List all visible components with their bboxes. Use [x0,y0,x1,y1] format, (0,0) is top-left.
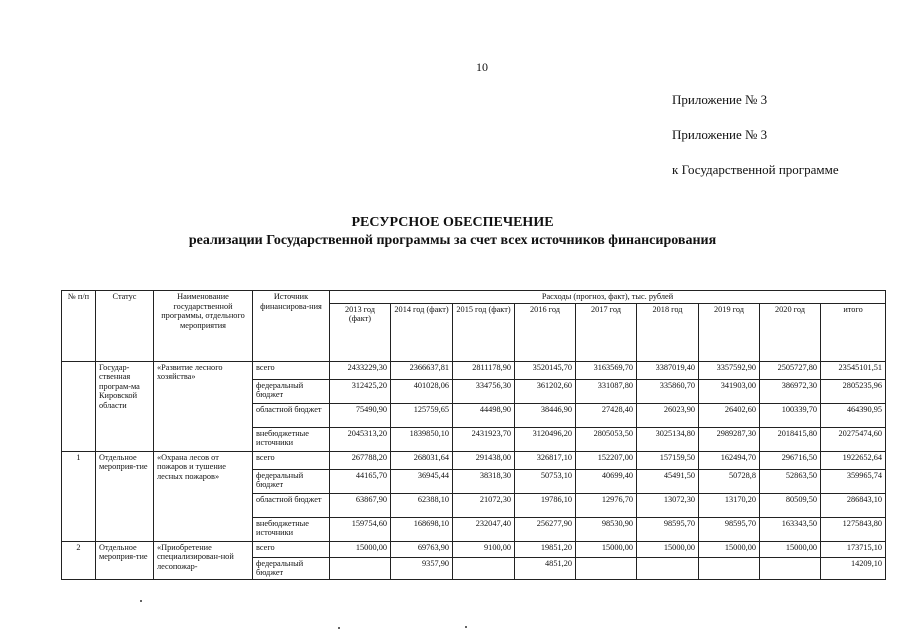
total-cell: 1275843,80 [821,517,886,541]
value-cell: 1839850,10 [391,427,453,451]
header-year: 2017 год [576,303,637,361]
value-cell: 15000,00 [576,541,637,557]
row-number [62,361,96,451]
value-cell: 21072,30 [453,493,515,517]
value-cell: 50753,10 [515,469,576,493]
header-year: 2014 год (факт) [391,303,453,361]
value-cell: 296716,50 [760,451,821,469]
scan-speck [338,627,340,629]
value-cell: 3163569,70 [576,361,637,379]
appendix-line-3: к Государственной программе [672,162,839,177]
total-cell: 20275474,60 [821,427,886,451]
value-cell: 168698,10 [391,517,453,541]
value-cell: 15000,00 [637,541,699,557]
header-year: 2018 год [637,303,699,361]
document-title: РЕСУРСНОЕ ОБЕСПЕЧЕНИЕ [351,215,554,230]
value-cell: 15000,00 [699,541,760,557]
value-cell: 26023,90 [637,403,699,427]
row-source: внебюджетные источники [253,517,330,541]
header-year: 2019 год [699,303,760,361]
value-cell: 361202,60 [515,379,576,403]
header-total: итого [821,303,886,361]
row-source: всего [253,451,330,469]
value-cell [699,557,760,579]
value-cell: 15000,00 [330,541,391,557]
scan-speck [140,600,142,602]
value-cell: 3520145,70 [515,361,576,379]
resource-table [61,290,886,580]
total-cell: 173715,10 [821,541,886,557]
value-cell: 19851,20 [515,541,576,557]
row-number: 1 [62,451,96,541]
value-cell: 4851,20 [515,557,576,579]
table-row [62,451,886,469]
row-source: внебюджетные источники [253,427,330,451]
value-cell: 291438,00 [453,451,515,469]
value-cell: 2505727,80 [760,361,821,379]
row-source: областной бюджет [253,403,330,427]
value-cell: 36945,44 [391,469,453,493]
value-cell: 157159,50 [637,451,699,469]
value-cell: 100339,70 [760,403,821,427]
scan-speck [465,626,467,628]
value-cell: 15000,00 [760,541,821,557]
value-cell: 3025134,80 [637,427,699,451]
value-cell: 38318,30 [453,469,515,493]
value-cell: 2989287,30 [699,427,760,451]
value-cell: 159754,60 [330,517,391,541]
value-cell: 98595,70 [637,517,699,541]
value-cell: 152207,00 [576,451,637,469]
appendix-line-1: Приложение № 3 [672,92,768,107]
value-cell: 13170,20 [699,493,760,517]
header-row-top [62,291,886,304]
total-cell: 23545101,51 [821,361,886,379]
value-cell: 401028,06 [391,379,453,403]
header-year: 2015 год (факт) [453,303,515,361]
value-cell: 98595,70 [699,517,760,541]
value-cell: 40699,40 [576,469,637,493]
value-cell: 162494,70 [699,451,760,469]
value-cell: 2045313,20 [330,427,391,451]
value-cell: 27428,40 [576,403,637,427]
page-number: 10 [476,60,488,74]
row-status: Отдельное мероприя-тие [96,451,154,541]
value-cell [453,557,515,579]
value-cell [637,557,699,579]
row-name: «Развитие лесного хозяйства» [154,361,253,451]
value-cell: 2811178,90 [453,361,515,379]
row-name: «Охрана лесов от пожаров и тушение лесных пожаров» [154,451,253,541]
value-cell: 2433229,30 [330,361,391,379]
value-cell: 98530,90 [576,517,637,541]
header-status: Статус [96,291,154,362]
value-cell: 268031,64 [391,451,453,469]
value-cell: 9357,90 [391,557,453,579]
value-cell: 2018415,80 [760,427,821,451]
value-cell: 3357592,90 [699,361,760,379]
value-cell: 50728,8 [699,469,760,493]
value-cell: 80509,50 [760,493,821,517]
value-cell: 386972,30 [760,379,821,403]
value-cell: 19786,10 [515,493,576,517]
appendix-line-2: Приложение № 3 [672,127,768,142]
value-cell: 2805053,50 [576,427,637,451]
row-source: федеральный бюджет [253,557,330,579]
header-year: 2020 год [760,303,821,361]
row-source: всего [253,541,330,557]
value-cell [760,557,821,579]
value-cell: 52863,50 [760,469,821,493]
value-cell: 3387019,40 [637,361,699,379]
value-cell [330,557,391,579]
value-cell: 75490,90 [330,403,391,427]
header-year: 2013 год (факт) [330,303,391,361]
value-cell: 12976,70 [576,493,637,517]
value-cell: 63867,90 [330,493,391,517]
total-cell: 2805235,96 [821,379,886,403]
value-cell: 9100,00 [453,541,515,557]
total-cell: 14209,10 [821,557,886,579]
value-cell: 312425,20 [330,379,391,403]
value-cell: 13072,30 [637,493,699,517]
row-number: 2 [62,541,96,579]
table-row [62,361,886,379]
value-cell: 44165,70 [330,469,391,493]
value-cell: 3120496,20 [515,427,576,451]
value-cell: 326817,10 [515,451,576,469]
row-status: Отдельное мероприя-тие [96,541,154,579]
value-cell: 26402,60 [699,403,760,427]
total-cell: 464390,95 [821,403,886,427]
value-cell: 44498,90 [453,403,515,427]
row-name: «Приобретение специализирован-ной лесопожар- [154,541,253,579]
value-cell: 2431923,70 [453,427,515,451]
row-source: областной бюджет [253,493,330,517]
value-cell: 331087,80 [576,379,637,403]
value-cell: 125759,65 [391,403,453,427]
value-cell [576,557,637,579]
header-name: Наименование государственной программы, отдельного мероприятия [154,291,253,362]
row-status: Государ-ственная програм-ма Кировской области [96,361,154,451]
header-year: 2016 год [515,303,576,361]
header-num: № п/п [62,291,96,362]
value-cell: 69763,90 [391,541,453,557]
table-row [62,541,886,557]
row-source: всего [253,361,330,379]
value-cell: 2366637,81 [391,361,453,379]
row-source: федеральный бюджет [253,379,330,403]
total-cell: 1922652,64 [821,451,886,469]
value-cell: 163343,50 [760,517,821,541]
total-cell: 286843,10 [821,493,886,517]
value-cell: 267788,20 [330,451,391,469]
header-expenses: Расходы (прогноз, факт), тыс. рублей [330,291,886,304]
row-source: федеральный бюджет [253,469,330,493]
value-cell: 38446,90 [515,403,576,427]
value-cell: 341903,00 [699,379,760,403]
value-cell: 335860,70 [637,379,699,403]
value-cell: 256277,90 [515,517,576,541]
value-cell: 62388,10 [391,493,453,517]
value-cell: 232047,40 [453,517,515,541]
document-subtitle: реализации Государственной программы за счет всех источников финансирования [188,233,717,248]
value-cell: 334756,30 [453,379,515,403]
value-cell: 45491,50 [637,469,699,493]
total-cell: 359965,74 [821,469,886,493]
header-source: Источник финансирова-ния [253,291,330,362]
